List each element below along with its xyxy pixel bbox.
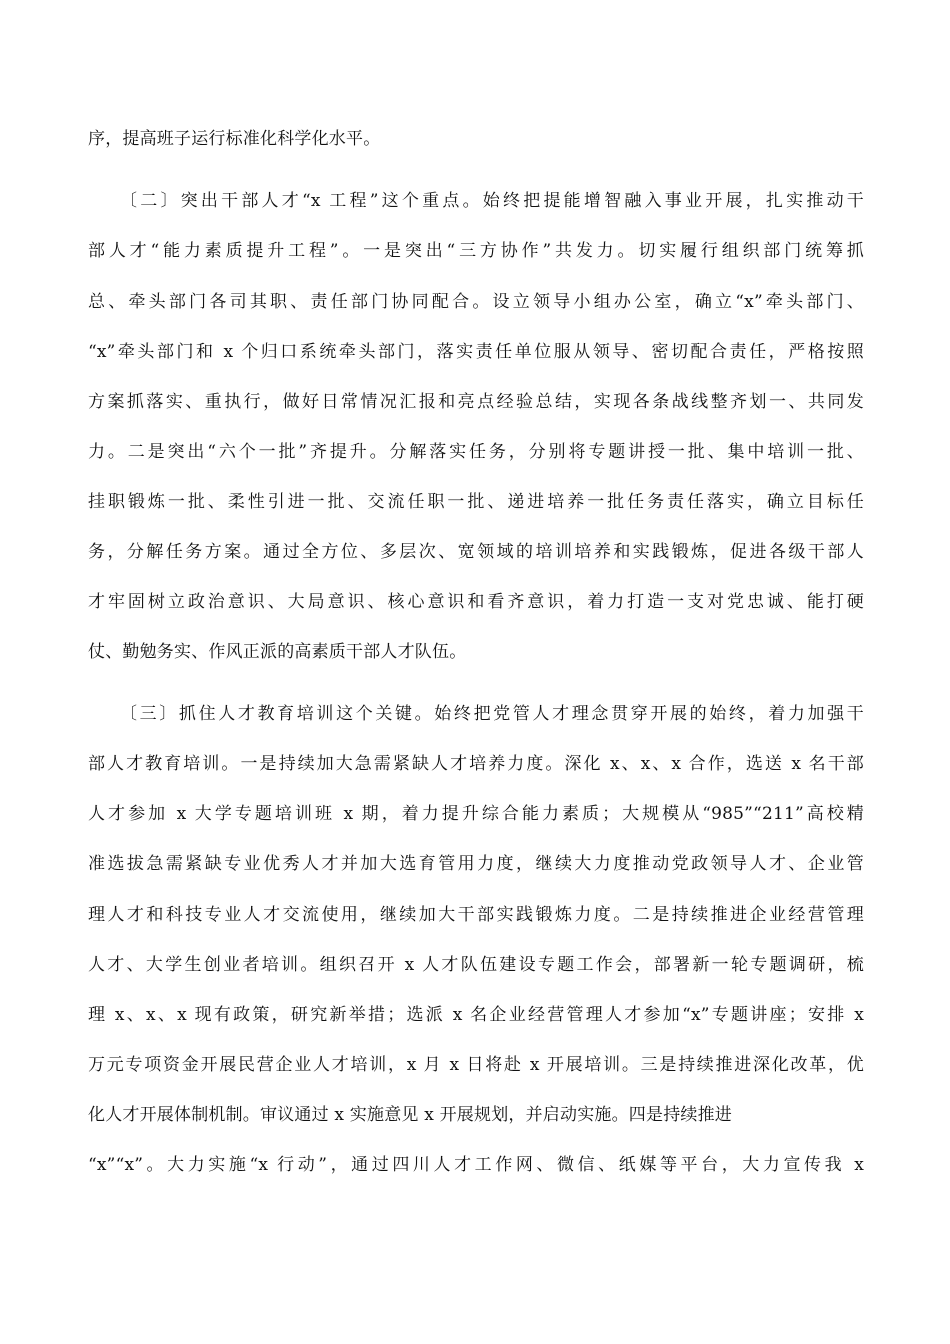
text-line: 方案抓落实、重执行，做好日常情况汇报和亮点经验总结，实现各条战线整齐划一、共同发 <box>88 392 864 412</box>
text-line: 万元专项资金开展民营企业人才培训，x 月 x 日将赴 x 开展培训。三是持续推进深化改革，优 <box>88 1055 864 1075</box>
text-line: 才牢固树立政治意识、大局意识、核心意识和看齐意识，着力打造一支对党忠诚、能打硬 <box>88 592 864 612</box>
text-line: 序，提高班子运行标准化科学化水平。 <box>88 129 381 149</box>
text-line: 总、牵头部门各司其职、责任部门协同配合。设立领导小组办公室，确立“x”牵头部门、 <box>88 292 864 312</box>
text-line: “x”“x”。大力实施“x 行动”，通过四川人才工作网、微信、纸媒等平台，大力宣传我 x <box>88 1155 864 1175</box>
text-line: 部人才教育培训。一是持续加大急需紧缺人才培养力度。深化 x、x、x 合作，选送 x 名干部 <box>88 754 864 774</box>
text-line: 挂职锻炼一批、柔性引进一批、交流任职一批、递进培养一批任务责任落实，确立目标任 <box>88 492 864 512</box>
text-line: 准选拔急需紧缺专业优秀人才并加大选育管用力度，继续大力度推动党政领导人才、企业管 <box>88 854 864 874</box>
text-line: 理人才和科技专业人才交流使用，继续加大干部实践锻炼力度。二是持续推进企业经营管理 <box>88 905 864 925</box>
text-line: 理 x、x、x 现有政策，研究新举措；选派 x 名企业经营管理人才参加“x”专题讲座；安排 x <box>88 1005 864 1025</box>
text-line: 化人才开展体制机制。审议通过 x 实施意见 x 开展规划，并启动实施。四是持续推进 <box>88 1105 732 1125</box>
text-line: 部人才“能力素质提升工程”。一是突出“三方协作”共发力。切实履行组织部门统筹抓 <box>88 241 864 261</box>
text-line: “x”牵头部门和 x 个归口系统牵头部门，落实责任单位服从领导、密切配合责任，严格按照 <box>88 342 864 362</box>
text-line: 仗、勤勉务实、作风正派的高素质干部人才队伍。 <box>88 642 467 662</box>
text-line: 〔三〕抓住人才教育培训这个关键。始终把党管人才理念贯穿开展的始终，着力加强干 <box>120 704 864 724</box>
text-line: 务，分解任务方案。通过全方位、多层次、宽领域的培训培养和实践锻炼，促进各级干部人 <box>88 542 864 562</box>
text-line: 人才、大学生创业者培训。组织召开 x 人才队伍建设专题工作会，部署新一轮专题调研，梳 <box>88 955 864 975</box>
text-line: 〔二〕突出干部人才“x 工程”这个重点。始终把提能增智融入事业开展，扎实推动干 <box>120 191 864 211</box>
text-line: 人才参加 x 大学专题培训班 x 期，着力提升综合能力素质；大规模从“985”“211”高校精 <box>88 804 864 824</box>
text-line: 力。二是突出“六个一批”齐提升。分解落实任务，分别将专题讲授一批、集中培训一批、 <box>88 442 864 462</box>
